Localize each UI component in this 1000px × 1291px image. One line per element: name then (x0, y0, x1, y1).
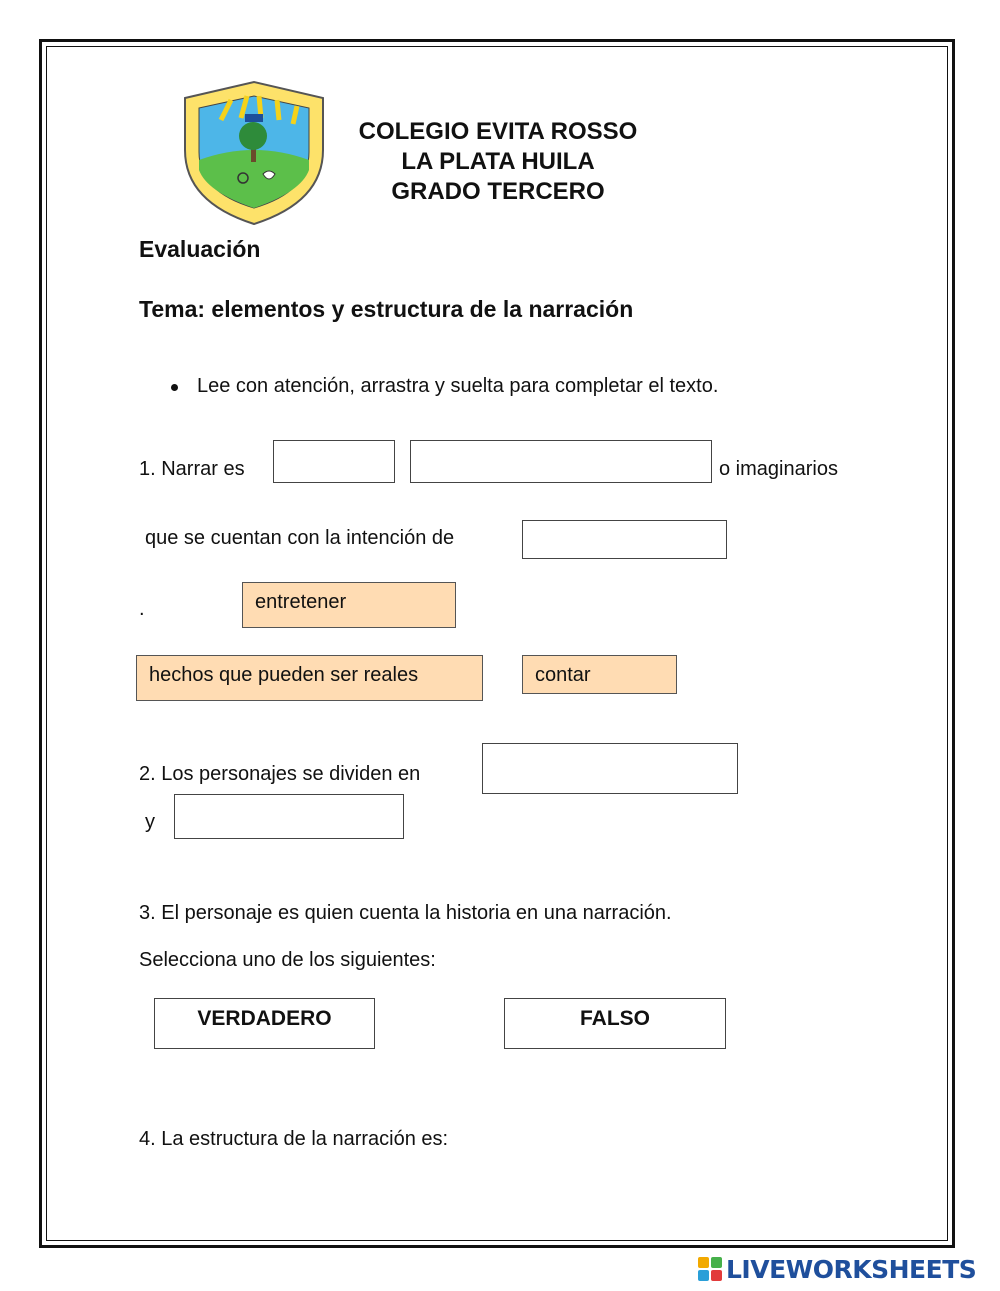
bullet-icon (171, 384, 178, 391)
drag-card-hechos[interactable]: hechos que pueden ser reales (136, 655, 483, 701)
school-header (330, 117, 666, 207)
liveworksheets-logo-icon (697, 1256, 723, 1282)
option-verdadero-button[interactable]: VERDADERO (154, 998, 375, 1049)
school-location: LA PLATA HUILA (401, 148, 595, 175)
q3-statement: 3. El personaje es quien cuenta la historia en una narración. (139, 902, 672, 924)
school-grade: GRADO TERCERO (391, 178, 605, 205)
q4-statement: 4. La estructura de la narración es: (139, 1128, 449, 1150)
q1-period: . (139, 598, 145, 620)
q2-drop-zone-1[interactable] (482, 743, 738, 794)
q2-drop-zone-2[interactable] (174, 794, 404, 839)
option-falso-button[interactable]: FALSO (504, 998, 726, 1049)
drag-card-entretener[interactable]: entretener (242, 582, 456, 628)
page-title: Evaluación (139, 236, 261, 262)
q1-prefix: 1. Narrar es (139, 458, 245, 480)
brand-name: LIVEWORKSHEETS (726, 1254, 977, 1284)
school-name: COLEGIO EVITA ROSSO (358, 118, 638, 145)
q1-suffix: o imaginarios (719, 458, 838, 480)
q1-drop-zone-3[interactable] (522, 520, 727, 559)
q2-conjunction: y (145, 811, 155, 833)
q1-drop-zone-1[interactable] (273, 440, 395, 483)
instruction-text: Lee con atención, arrastra y suelta para completar el texto. (197, 375, 719, 397)
liveworksheets-brand (697, 1254, 976, 1284)
q1-line2: que se cuentan con la intención de (145, 527, 455, 549)
school-crest-icon (181, 80, 327, 226)
q2-prefix: 2. Los personajes se dividen en (139, 763, 421, 785)
topic-heading: Tema: elementos y estructura de la narración (139, 296, 634, 322)
drag-card-contar[interactable]: contar (522, 655, 677, 694)
q3-prompt: Selecciona uno de los siguientes: (139, 949, 436, 971)
q1-drop-zone-2[interactable] (410, 440, 712, 483)
